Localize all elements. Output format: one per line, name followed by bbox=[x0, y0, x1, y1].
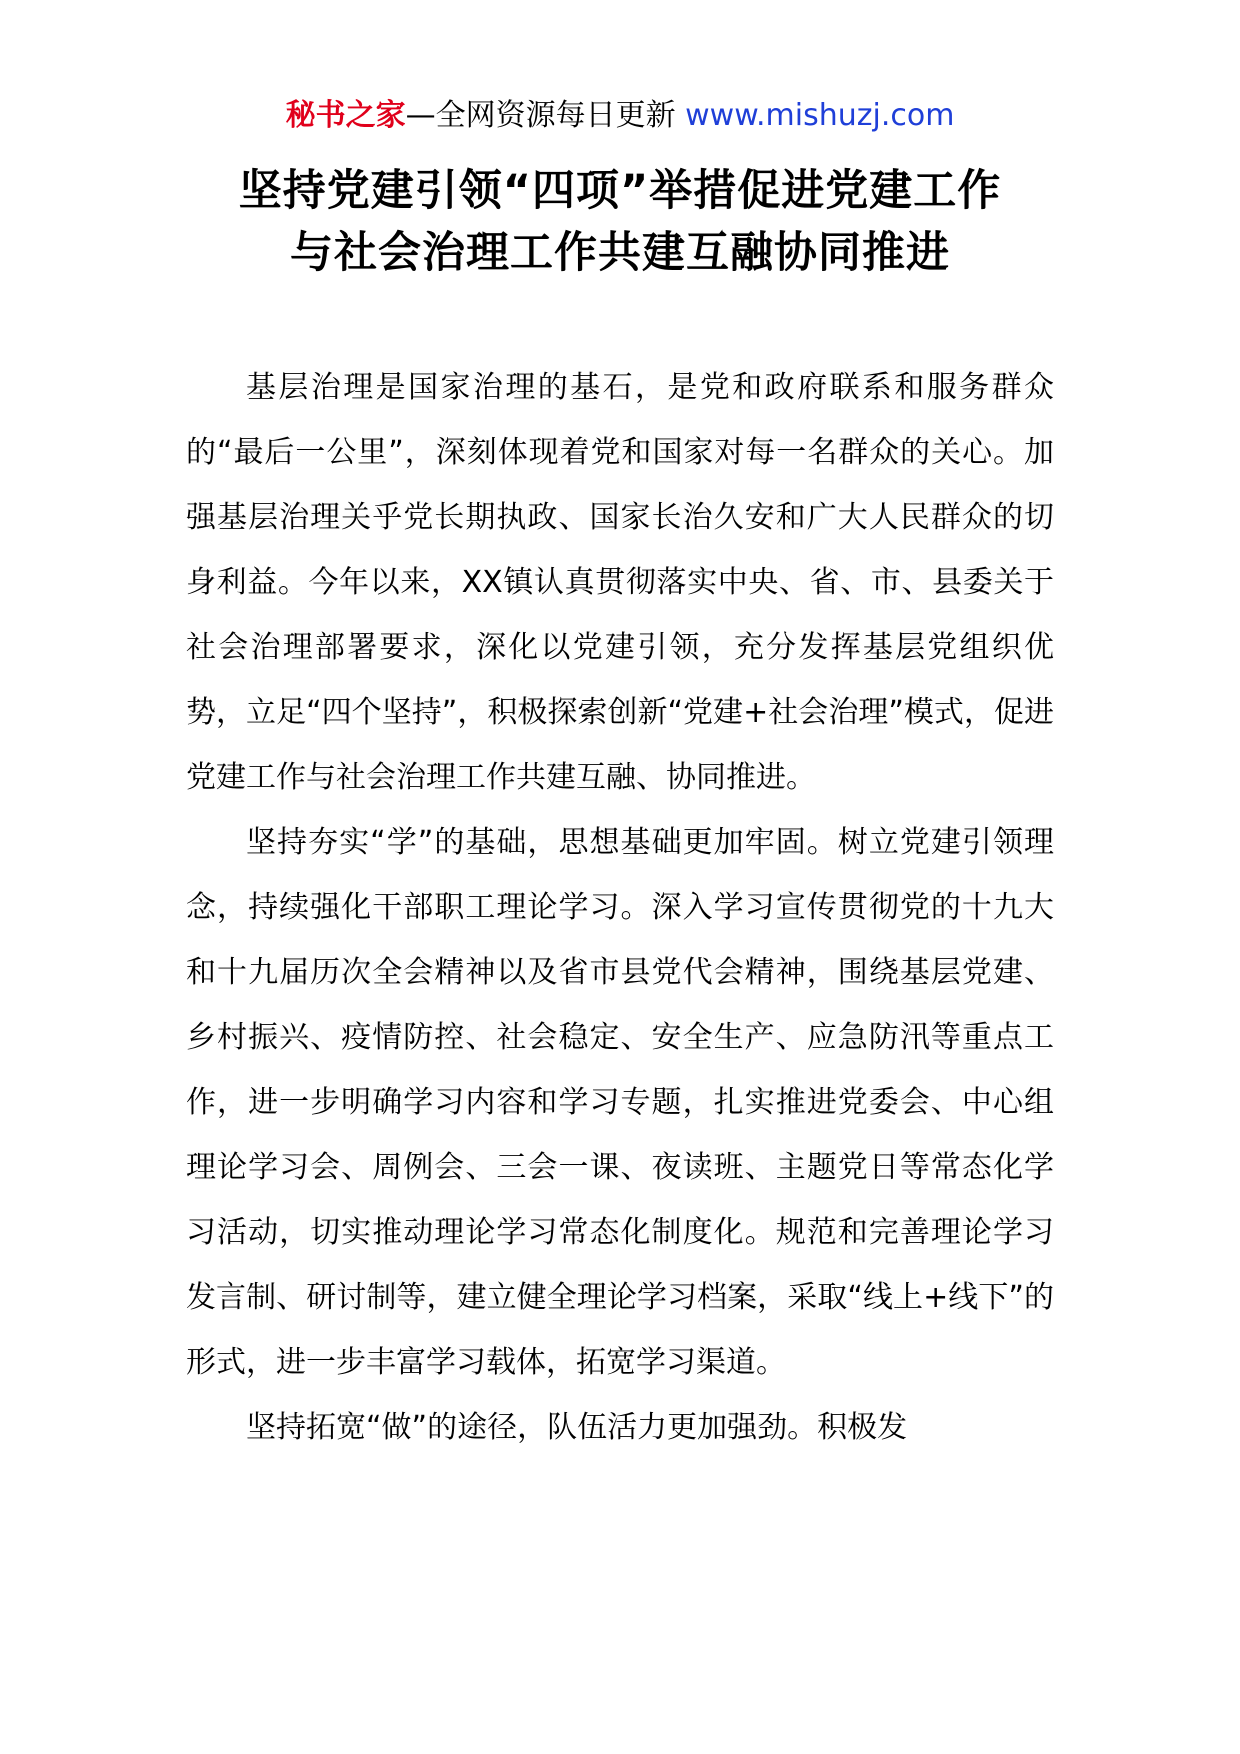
banner-tagline: —全网资源每日更新 bbox=[405, 98, 686, 133]
paragraph-intro: 基层治理是国家治理的基石，是党和政府联系和服务群众的“最后一公里”，深刻体现着党和国家对每一名群众的关心。加强基层治理关乎党长期执政、国家长治久安和广大人民群众的切身利益。今年以来，XX镇认真贯彻落实中央、省、市、县委关于社会治理部署要求，深化以党建引领，充分发挥基层党组织优势，立足“四个坚持”，积极探索创新“党建+社会治理”模式，促进党建工作与社会治理工作共建互融、协同推进。 bbox=[186, 370, 1054, 795]
title-line-2: 与社会治理工作共建互融协同推进 bbox=[290, 228, 950, 278]
paragraph-practice: 坚持拓宽“做”的途径，队伍活力更加强劲。积极发 bbox=[246, 1410, 908, 1445]
document-body bbox=[186, 355, 1054, 1460]
brand-name: 秘书之家 bbox=[285, 98, 406, 133]
paragraph-study: 坚持夯实“学”的基础，思想基础更加牢固。树立党建引领理念，持续强化干部职工理论学习。深入学习宣传贯彻党的十九大和十九届历次全会精神以及省市县党代会精神，围绕基层党建、乡村振兴、疫情防控、社会稳定、安全生产、应急防汛等重点工作，进一步明确学习内容和学习专题，扎实推进党委会、中心组理论学习会、周例会、三会一课、夜读班、主题党日等常态化学习活动，切实推动理论学习常态化制度化。规范和完善理论学习发言制、研讨制等，建立健全理论学习档案，采取“线上+线下”的形式，进一步丰富学习载体，拓宽学习渠道。 bbox=[186, 825, 1054, 1380]
site-banner bbox=[0, 96, 1240, 136]
document-title bbox=[0, 160, 1240, 284]
title-line-1: 坚持党建引领“四项”举措促进党建工作 bbox=[238, 166, 1002, 216]
site-url-link[interactable]: www.mishuzj.com bbox=[685, 98, 955, 133]
